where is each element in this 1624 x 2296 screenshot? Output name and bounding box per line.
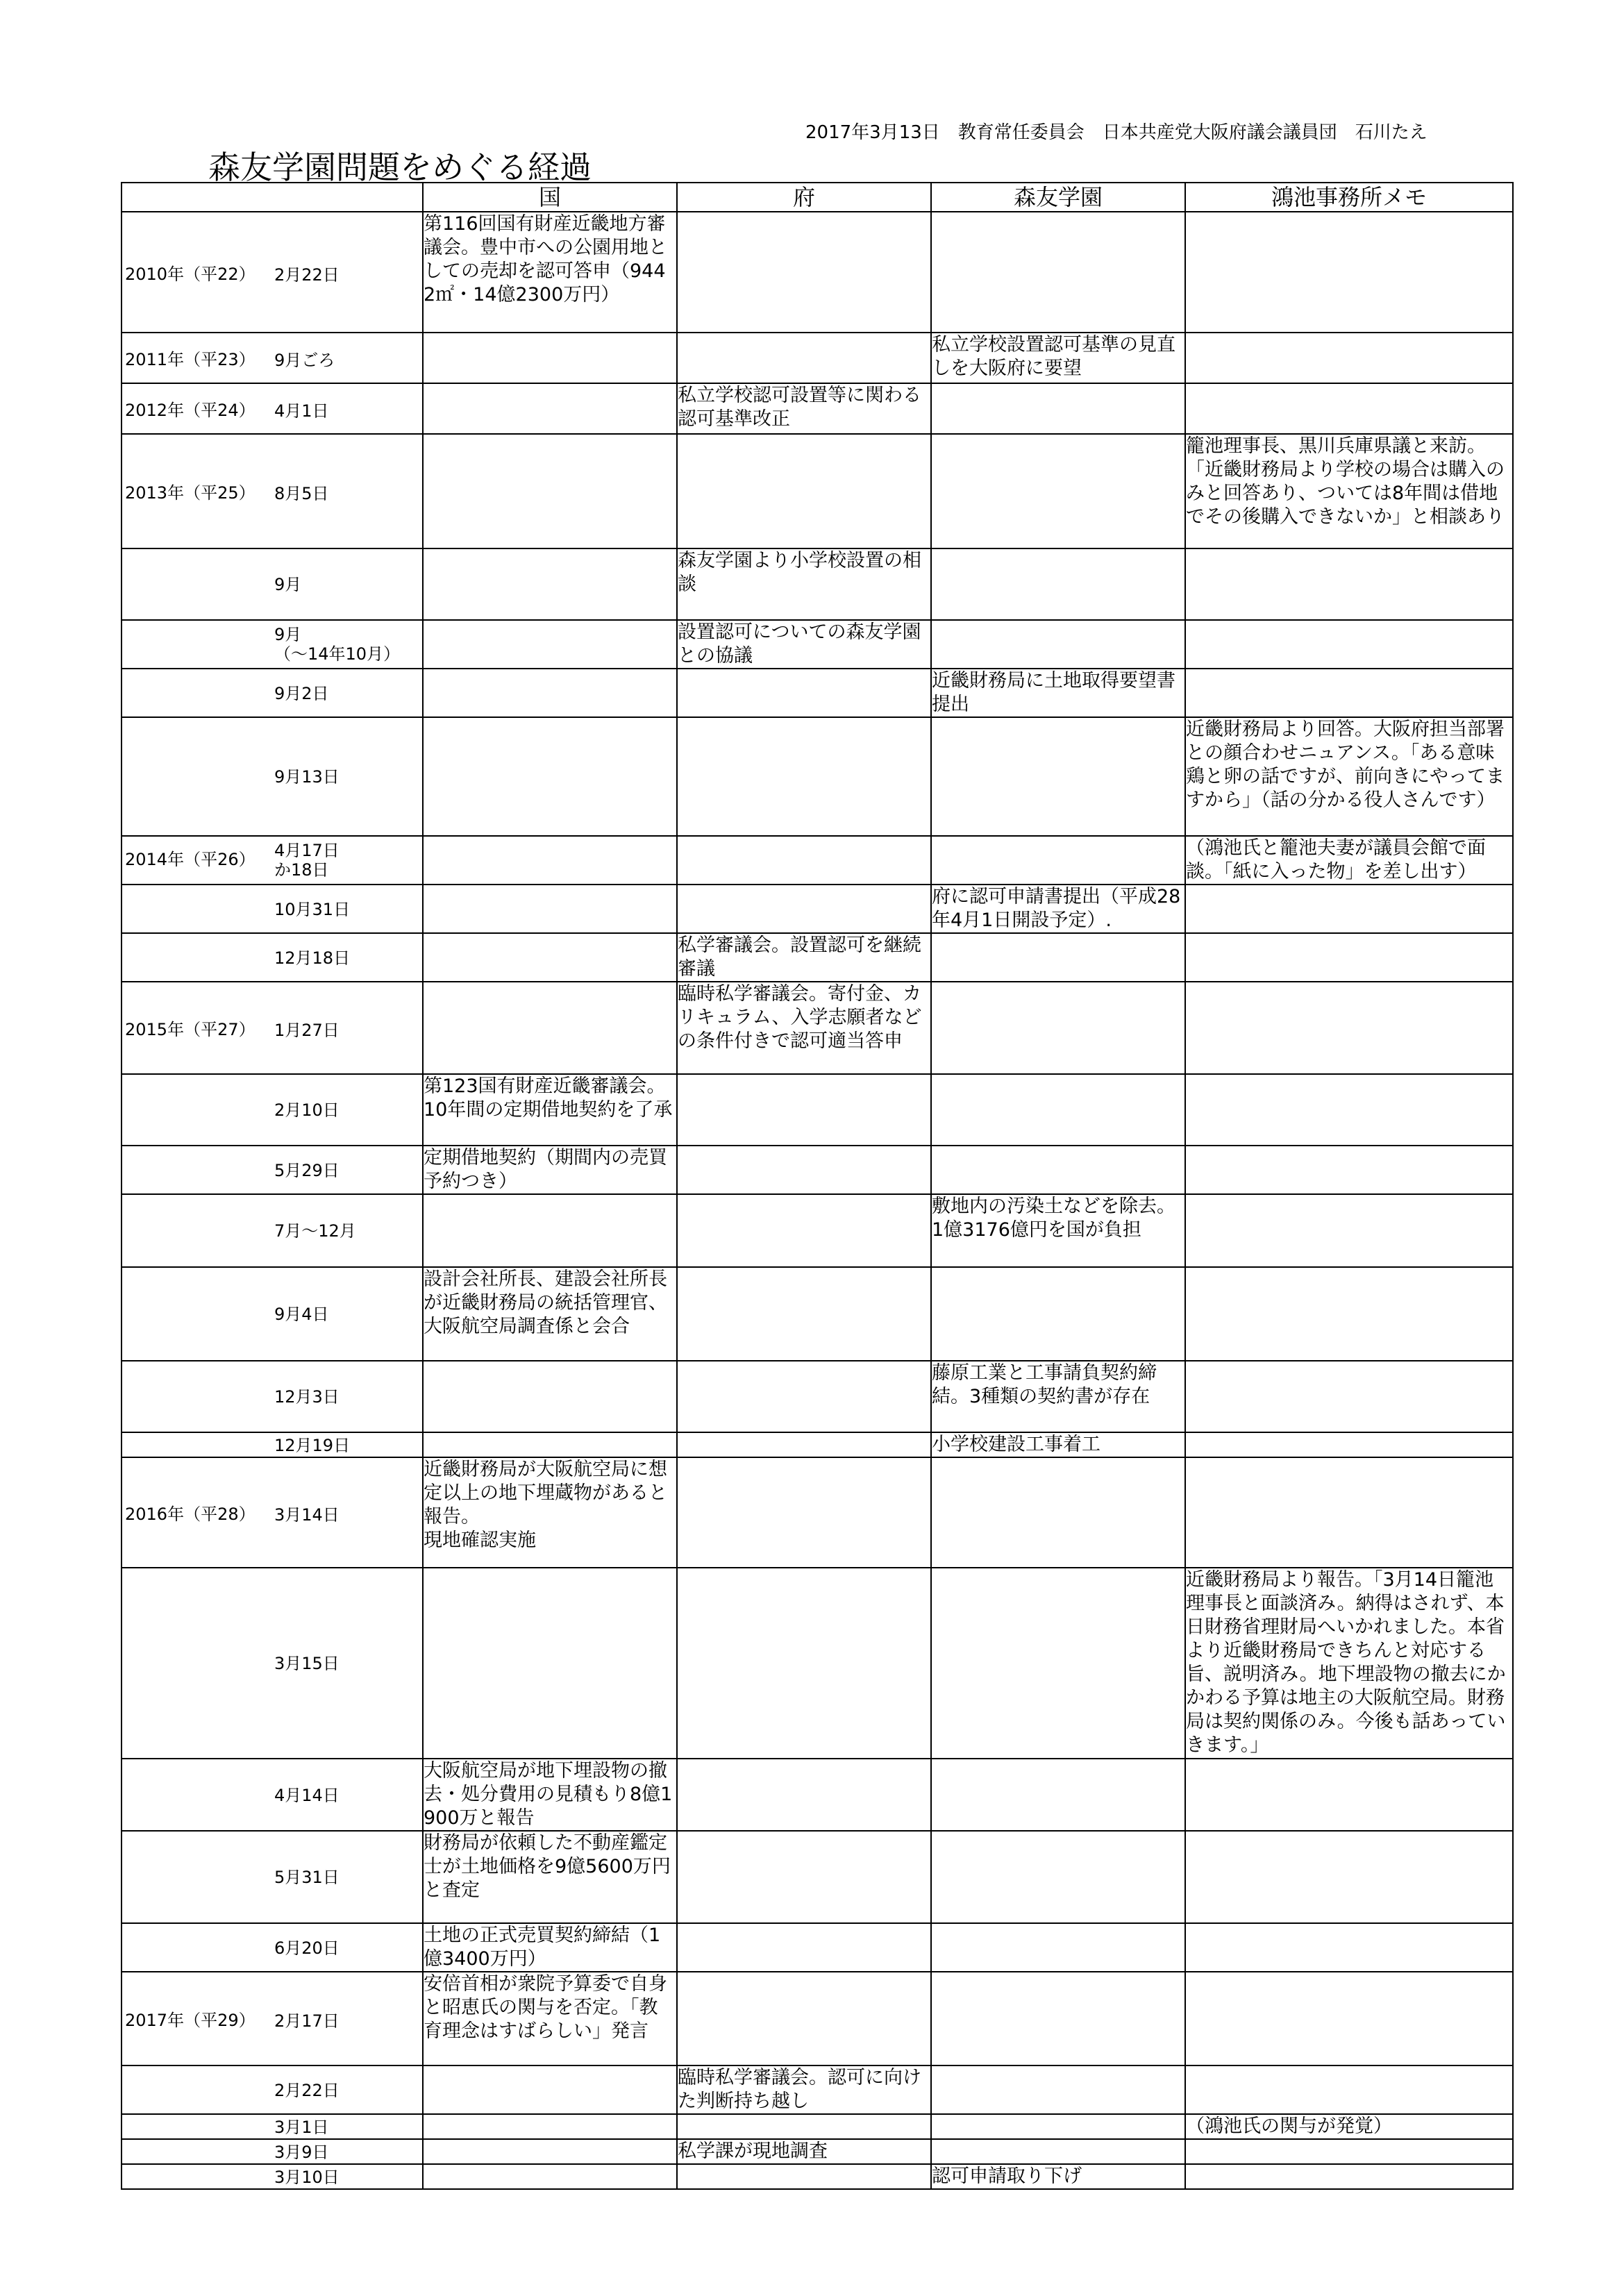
kuni-cell: [423, 669, 677, 717]
date-cell: [122, 933, 423, 982]
moritomo-cell: [931, 836, 1185, 885]
date-label: 4月14日: [274, 1785, 340, 1805]
kuni-cell: 第123国有財産近畿審議会。10年間の定期借地契約を了承: [423, 1074, 677, 1146]
kuni-cell: [423, 982, 677, 1074]
memo-cell: [1185, 1361, 1513, 1432]
date-label: 9月13日: [274, 767, 340, 787]
moritomo-cell: 私立学校設置認可基準の見直しを大阪府に要望: [931, 333, 1185, 383]
date-cell: [122, 548, 423, 620]
fu-cell: [677, 1923, 931, 1972]
moritomo-cell: [931, 1267, 1185, 1361]
kuni-cell: [423, 2114, 677, 2139]
fu-cell: 臨時私学審議会。認可に向けた判断持ち越し: [677, 2065, 931, 2114]
kuni-cell: [423, 885, 677, 933]
date-cell: [122, 717, 423, 836]
column-header-kuni: 国: [423, 183, 677, 212]
memo-cell: [1185, 333, 1513, 383]
date-cell: [122, 1759, 423, 1831]
table-row: [122, 669, 1513, 717]
date-cell: [122, 1267, 423, 1361]
kuni-cell: 財務局が依頼した不動産鑑定士が土地価格を9億5600万円と査定: [423, 1831, 677, 1923]
date-cell: [122, 1923, 423, 1972]
date-cell: [122, 2164, 423, 2189]
moritomo-cell: [931, 2065, 1185, 2114]
memo-cell: 近畿財務局より報告。「3月14日籠池理事長と面談済み。納得はされず、本日財務省理財局へいかれました。本省より近畿財務局できちんと対応する旨、説明済み。地下埋設物の撤去にかかわる予算は地主の大阪航空局。財務局は契約関係のみ。今後も話あっていきます。」: [1185, 1568, 1513, 1759]
memo-cell: [1185, 1972, 1513, 2065]
memo-cell: [1185, 1759, 1513, 1831]
kuni-cell: 安倍首相が衆院予算委で自身と昭恵氏の関与を否定。「教育理念はすばらしい」発言: [423, 1972, 677, 2065]
kuni-cell: [423, 717, 677, 836]
memo-cell: [1185, 620, 1513, 669]
fu-cell: 私立学校認可設置等に関わる認可基準改正: [677, 383, 931, 434]
date-label: 2月17日: [274, 2011, 340, 2031]
memo-cell: [1185, 885, 1513, 933]
fu-cell: [677, 1432, 931, 1457]
fu-cell: [677, 1568, 931, 1759]
memo-cell: [1185, 1194, 1513, 1267]
date-label: 9月4日: [274, 1305, 329, 1324]
fu-cell: [677, 669, 931, 717]
table-row: [122, 1194, 1513, 1267]
moritomo-cell: 認可申請取り下げ: [931, 2164, 1185, 2189]
column-header-moritomo: 森友学園: [931, 183, 1185, 212]
year-label: 2013年（平25）: [125, 483, 256, 503]
column-header-date: [122, 183, 423, 212]
table-row: [122, 836, 1513, 885]
memo-cell: [1185, 1267, 1513, 1361]
kuni-cell: [423, 1361, 677, 1432]
date-cell: [122, 669, 423, 717]
table-row: [122, 982, 1513, 1074]
memo-cell: [1185, 1146, 1513, 1194]
fu-cell: [677, 333, 931, 383]
table-row: [122, 620, 1513, 669]
fu-cell: [677, 2164, 931, 2189]
moritomo-cell: [931, 1831, 1185, 1923]
fu-cell: 森友学園より小学校設置の相談: [677, 548, 931, 620]
kuni-cell: 設計会社所長、建設会社所長が近畿財務局の統括管理官、大阪航空局調査係と会合: [423, 1267, 677, 1361]
memo-cell: [1185, 2164, 1513, 2189]
date-cell: [122, 836, 423, 885]
memo-cell: [1185, 1831, 1513, 1923]
fu-cell: [677, 717, 931, 836]
date-cell: [122, 1146, 423, 1194]
moritomo-cell: [931, 434, 1185, 548]
table-row: [122, 933, 1513, 982]
moritomo-cell: 府に認可申請書提出（平成28年4月1日開設予定）.: [931, 885, 1185, 933]
kuni-cell: [423, 383, 677, 434]
date-label: 5月31日: [274, 1868, 340, 1887]
table-row: [122, 1457, 1513, 1568]
fu-cell: [677, 1972, 931, 2065]
table-row: [122, 2114, 1513, 2139]
kuni-cell: [423, 548, 677, 620]
table-row: [122, 548, 1513, 620]
date-cell: [122, 1831, 423, 1923]
table-row: [122, 2065, 1513, 2114]
date-label: 9月2日: [274, 683, 329, 703]
fu-cell: [677, 2114, 931, 2139]
date-label: 3月1日: [274, 2117, 329, 2137]
date-label: 3月10日: [274, 2167, 340, 2187]
memo-cell: [1185, 2139, 1513, 2164]
date-label: 2月22日: [274, 265, 340, 285]
table-row: [122, 1146, 1513, 1194]
kuni-cell: [423, 933, 677, 982]
document-title: 森友学園問題をめぐる経過: [208, 149, 592, 186]
date-label: 8月5日: [274, 484, 329, 503]
year-label: 2015年（平27）: [125, 1020, 256, 1039]
date-cell: [122, 2139, 423, 2164]
year-label: 2016年（平28）: [125, 1505, 256, 1524]
column-header-memo: 鴻池事務所メモ: [1185, 183, 1513, 212]
year-label: 2017年（平29）: [125, 2011, 256, 2030]
date-cell: [122, 1432, 423, 1457]
fu-cell: [677, 836, 931, 885]
memo-cell: （鴻池氏と籠池夫妻が議員会館で面談。「紙に入った物」を差し出す）: [1185, 836, 1513, 885]
kuni-cell: 土地の正式売買契約締結（1億3400万円）: [423, 1923, 677, 1972]
memo-cell: [1185, 1457, 1513, 1568]
date-cell: [122, 1457, 423, 1568]
memo-cell: [1185, 669, 1513, 717]
memo-cell: 近畿財務局より回答。大阪府担当部署との顔合わせニュアンス。「ある意味鶏と卵の話ですが、前向きにやってますから」（話の分かる役人さんです）: [1185, 717, 1513, 836]
date-label: 9月 （～14年10月）: [274, 625, 401, 664]
date-label: 3月14日: [274, 1505, 340, 1525]
moritomo-cell: 小学校建設工事着工: [931, 1432, 1185, 1457]
date-cell: [122, 1568, 423, 1759]
date-label: 6月20日: [274, 1938, 340, 1958]
kuni-cell: [423, 1432, 677, 1457]
date-cell: [122, 333, 423, 383]
column-header-fu: 府: [677, 183, 931, 212]
date-cell: [122, 1194, 423, 1267]
kuni-cell: [423, 333, 677, 383]
moritomo-cell: 藤原工業と工事請負契約締結。3種類の契約書が存在: [931, 1361, 1185, 1432]
table-row: [122, 885, 1513, 933]
date-label: 12月19日: [274, 1435, 351, 1455]
year-label: 2012年（平24）: [125, 401, 256, 420]
moritomo-cell: [931, 933, 1185, 982]
date-label: 9月ごろ: [274, 351, 335, 370]
table-row: [122, 1568, 1513, 1759]
memo-cell: [1185, 982, 1513, 1074]
fu-cell: [677, 1074, 931, 1146]
date-label: 12月18日: [274, 948, 351, 968]
table-row: [122, 1361, 1513, 1432]
memo-cell: [1185, 1074, 1513, 1146]
date-cell: [122, 212, 423, 333]
date-cell: [122, 885, 423, 933]
fu-cell: [677, 885, 931, 933]
table-row: [122, 434, 1513, 548]
fu-cell: [677, 212, 931, 333]
table-row: [122, 2139, 1513, 2164]
year-label: 2014年（平26）: [125, 850, 256, 869]
fu-cell: [677, 1194, 931, 1267]
fu-cell: [677, 1457, 931, 1568]
moritomo-cell: [931, 1146, 1185, 1194]
fu-cell: 私学課が現地調査: [677, 2139, 931, 2164]
memo-cell: [1185, 2065, 1513, 2114]
table-row: [122, 1759, 1513, 1831]
date-cell: [122, 1361, 423, 1432]
date-label: 1月27日: [274, 1021, 340, 1040]
moritomo-cell: [931, 383, 1185, 434]
moritomo-cell: [931, 212, 1185, 333]
date-cell: [122, 2114, 423, 2139]
fu-cell: [677, 1831, 931, 1923]
moritomo-cell: 近畿財務局に土地取得要望書提出: [931, 669, 1185, 717]
moritomo-cell: [931, 1568, 1185, 1759]
date-cell: [122, 434, 423, 548]
table-row: [122, 1432, 1513, 1457]
kuni-cell: [423, 2065, 677, 2114]
memo-cell: [1185, 1432, 1513, 1457]
memo-cell: [1185, 212, 1513, 333]
moritomo-cell: [931, 1972, 1185, 2065]
moritomo-cell: [931, 2114, 1185, 2139]
moritomo-cell: [931, 548, 1185, 620]
date-cell: [122, 1074, 423, 1146]
kuni-cell: 第116回国有財産近畿地方審議会。豊中市への公園用地としての売却を認可答申（9442㎡・14億2300万円）: [423, 212, 677, 333]
memo-cell: [1185, 1923, 1513, 1972]
fu-cell: [677, 1361, 931, 1432]
table-row: [122, 2164, 1513, 2189]
kuni-cell: [423, 620, 677, 669]
table-row: [122, 1923, 1513, 1972]
date-label: 10月31日: [274, 899, 351, 919]
table-row: [122, 212, 1513, 333]
date-label: 5月29日: [274, 1160, 340, 1180]
moritomo-cell: [931, 1074, 1185, 1146]
memo-cell: （鴻池氏の関与が発覚）: [1185, 2114, 1513, 2139]
year-label: 2011年（平23）: [125, 350, 256, 369]
fu-cell: 設置認可についての森友学園との協議: [677, 620, 931, 669]
date-cell: [122, 2065, 423, 2114]
table-row: [122, 1074, 1513, 1146]
table-row: [122, 383, 1513, 434]
date-label: 3月15日: [274, 1654, 340, 1673]
date-label: 2月22日: [274, 2080, 340, 2100]
kuni-cell: [423, 434, 677, 548]
kuni-cell: 大阪航空局が地下埋設物の撤去・処分費用の見積もり8億1900万と報告: [423, 1759, 677, 1831]
memo-cell: [1185, 548, 1513, 620]
date-cell: [122, 982, 423, 1074]
date-cell: [122, 1972, 423, 2065]
moritomo-cell: [931, 717, 1185, 836]
fu-cell: [677, 434, 931, 548]
table-row: [122, 1267, 1513, 1361]
kuni-cell: 定期借地契約（期間内の売買予約つき）: [423, 1146, 677, 1194]
header-note: 2017年3月13日 教育常任委員会 日本共産党大阪府議会議員団 石川たえ: [805, 122, 1428, 143]
date-label: 9月: [274, 575, 302, 594]
moritomo-cell: [931, 1759, 1185, 1831]
date-label: 2月10日: [274, 1100, 340, 1120]
kuni-cell: [423, 1568, 677, 1759]
timeline-table: [121, 182, 1514, 2190]
date-cell: [122, 383, 423, 434]
kuni-cell: [423, 2164, 677, 2189]
memo-cell: [1185, 933, 1513, 982]
memo-cell: 籠池理事長、黒川兵庫県議と来訪。「近畿財務局より学校の場合は購入のみと回答あり、ついては8年間は借地でその後購入できないか」と相談あり: [1185, 434, 1513, 548]
kuni-cell: [423, 1194, 677, 1267]
moritomo-cell: [931, 1457, 1185, 1568]
kuni-cell: 近畿財務局が大阪航空局に想定以上の地下埋蔵物があると報告。 現地確認実施: [423, 1457, 677, 1568]
date-label: 4月17日 か18日: [274, 841, 340, 880]
moritomo-cell: [931, 2139, 1185, 2164]
date-label: 3月9日: [274, 2142, 329, 2162]
fu-cell: 私学審議会。設置認可を継続審議: [677, 933, 931, 982]
moritomo-cell: 敷地内の汚染土などを除去。1億3176億円を国が負担: [931, 1194, 1185, 1267]
date-label: 4月1日: [274, 401, 329, 421]
table-row: [122, 717, 1513, 836]
kuni-cell: [423, 2139, 677, 2164]
date-cell: [122, 620, 423, 669]
moritomo-cell: [931, 1923, 1185, 1972]
moritomo-cell: [931, 982, 1185, 1074]
moritomo-cell: [931, 620, 1185, 669]
fu-cell: 臨時私学審議会。寄付金、カリキュラム、入学志願者などの条件付きで認可適当答申: [677, 982, 931, 1074]
table-row: [122, 1831, 1513, 1923]
date-label: 7月～12月: [274, 1221, 356, 1241]
memo-cell: [1185, 383, 1513, 434]
fu-cell: [677, 1759, 931, 1831]
table-row: [122, 1972, 1513, 2065]
fu-cell: [677, 1146, 931, 1194]
table-row: [122, 333, 1513, 383]
table-header-row: [122, 183, 1513, 212]
date-label: 12月3日: [274, 1387, 340, 1407]
year-label: 2010年（平22）: [125, 264, 256, 284]
table-body: [122, 212, 1513, 2189]
fu-cell: [677, 1267, 931, 1361]
kuni-cell: [423, 836, 677, 885]
